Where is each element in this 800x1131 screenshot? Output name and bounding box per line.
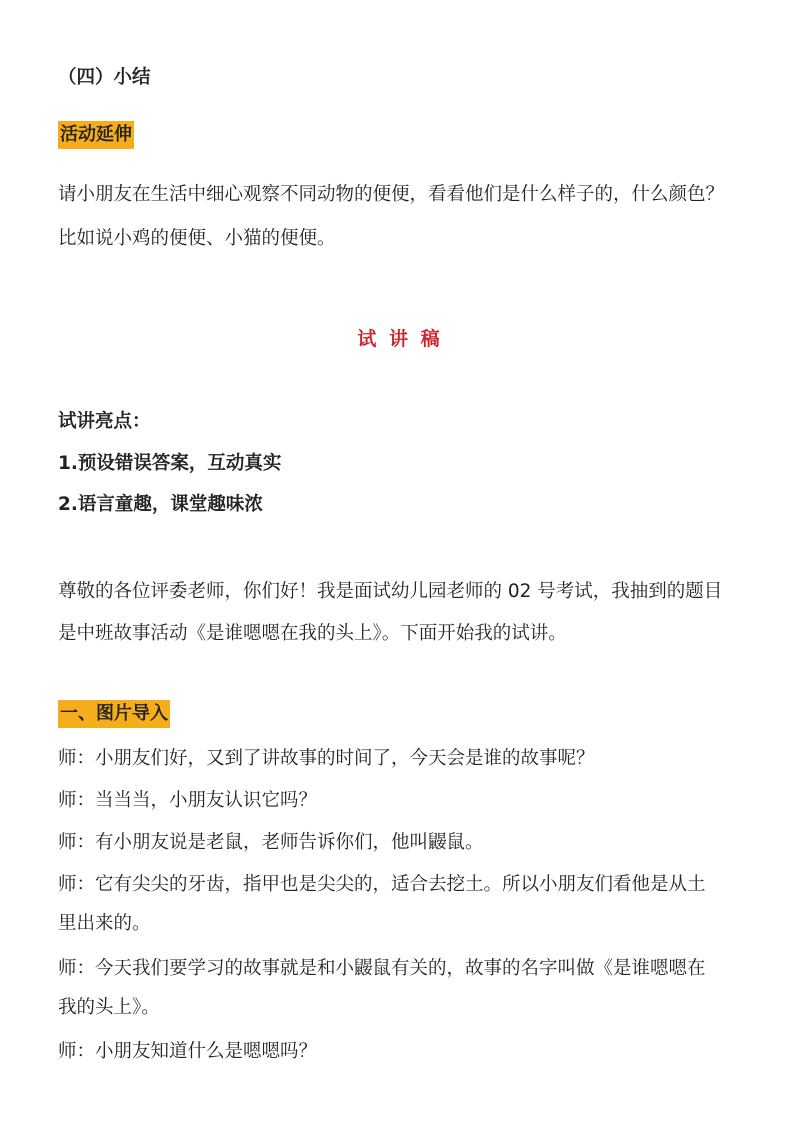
- part-one-label-wrap: [58, 700, 170, 728]
- highlight-item: 1.预设错误答案，互动真实: [58, 453, 282, 474]
- part-one-label: 一、图片导入: [58, 700, 170, 728]
- dialogue-line: 师：有小朋友说是老鼠，老师告诉你们，他叫鼹鼠。: [58, 832, 484, 853]
- highlights-heading: 试讲亮点：: [58, 411, 151, 432]
- dialogue-line: 里出来的。: [58, 913, 151, 934]
- dialogue-line: 师：当当当，小朋友认识它吗？: [58, 790, 318, 811]
- intro-line: 是中班故事活动《是谁嗯嗯在我的头上》。下面开始我的试讲。: [58, 623, 567, 644]
- extension-label-wrap: [58, 121, 134, 149]
- script-title: 试 讲 稿: [357, 328, 443, 350]
- dialogue-line: 师：今天我们要学习的故事就是和小鼹鼠有关的，故事的名字叫做《是谁嗯嗯在: [58, 958, 706, 979]
- extension-line: 比如说小鸡的便便、小猫的便便。: [58, 228, 336, 249]
- dialogue-line: 师：小朋友知道什么是嗯嗯吗？: [58, 1041, 318, 1062]
- intro-line: 尊敬的各位评委老师，你们好！我是面试幼儿园老师的 02 号考试，我抽到的题目: [58, 581, 723, 602]
- extension-label: 活动延伸: [58, 121, 134, 149]
- section-heading: （四）小结: [58, 67, 151, 88]
- extension-line: 请小朋友在生活中细心观察不同动物的便便，看看他们是什么样子的，什么颜色？: [58, 184, 725, 205]
- dialogue-line: 师：小朋友们好，又到了讲故事的时间了，今天会是谁的故事呢？: [58, 748, 595, 769]
- highlight-item: 2.语言童趣，课堂趣味浓: [58, 494, 263, 515]
- dialogue-line: 师：它有尖尖的牙齿，指甲也是尖尖的，适合去挖土。所以小朋友们看他是从土: [58, 874, 706, 895]
- dialogue-line: 我的头上》。: [58, 997, 160, 1018]
